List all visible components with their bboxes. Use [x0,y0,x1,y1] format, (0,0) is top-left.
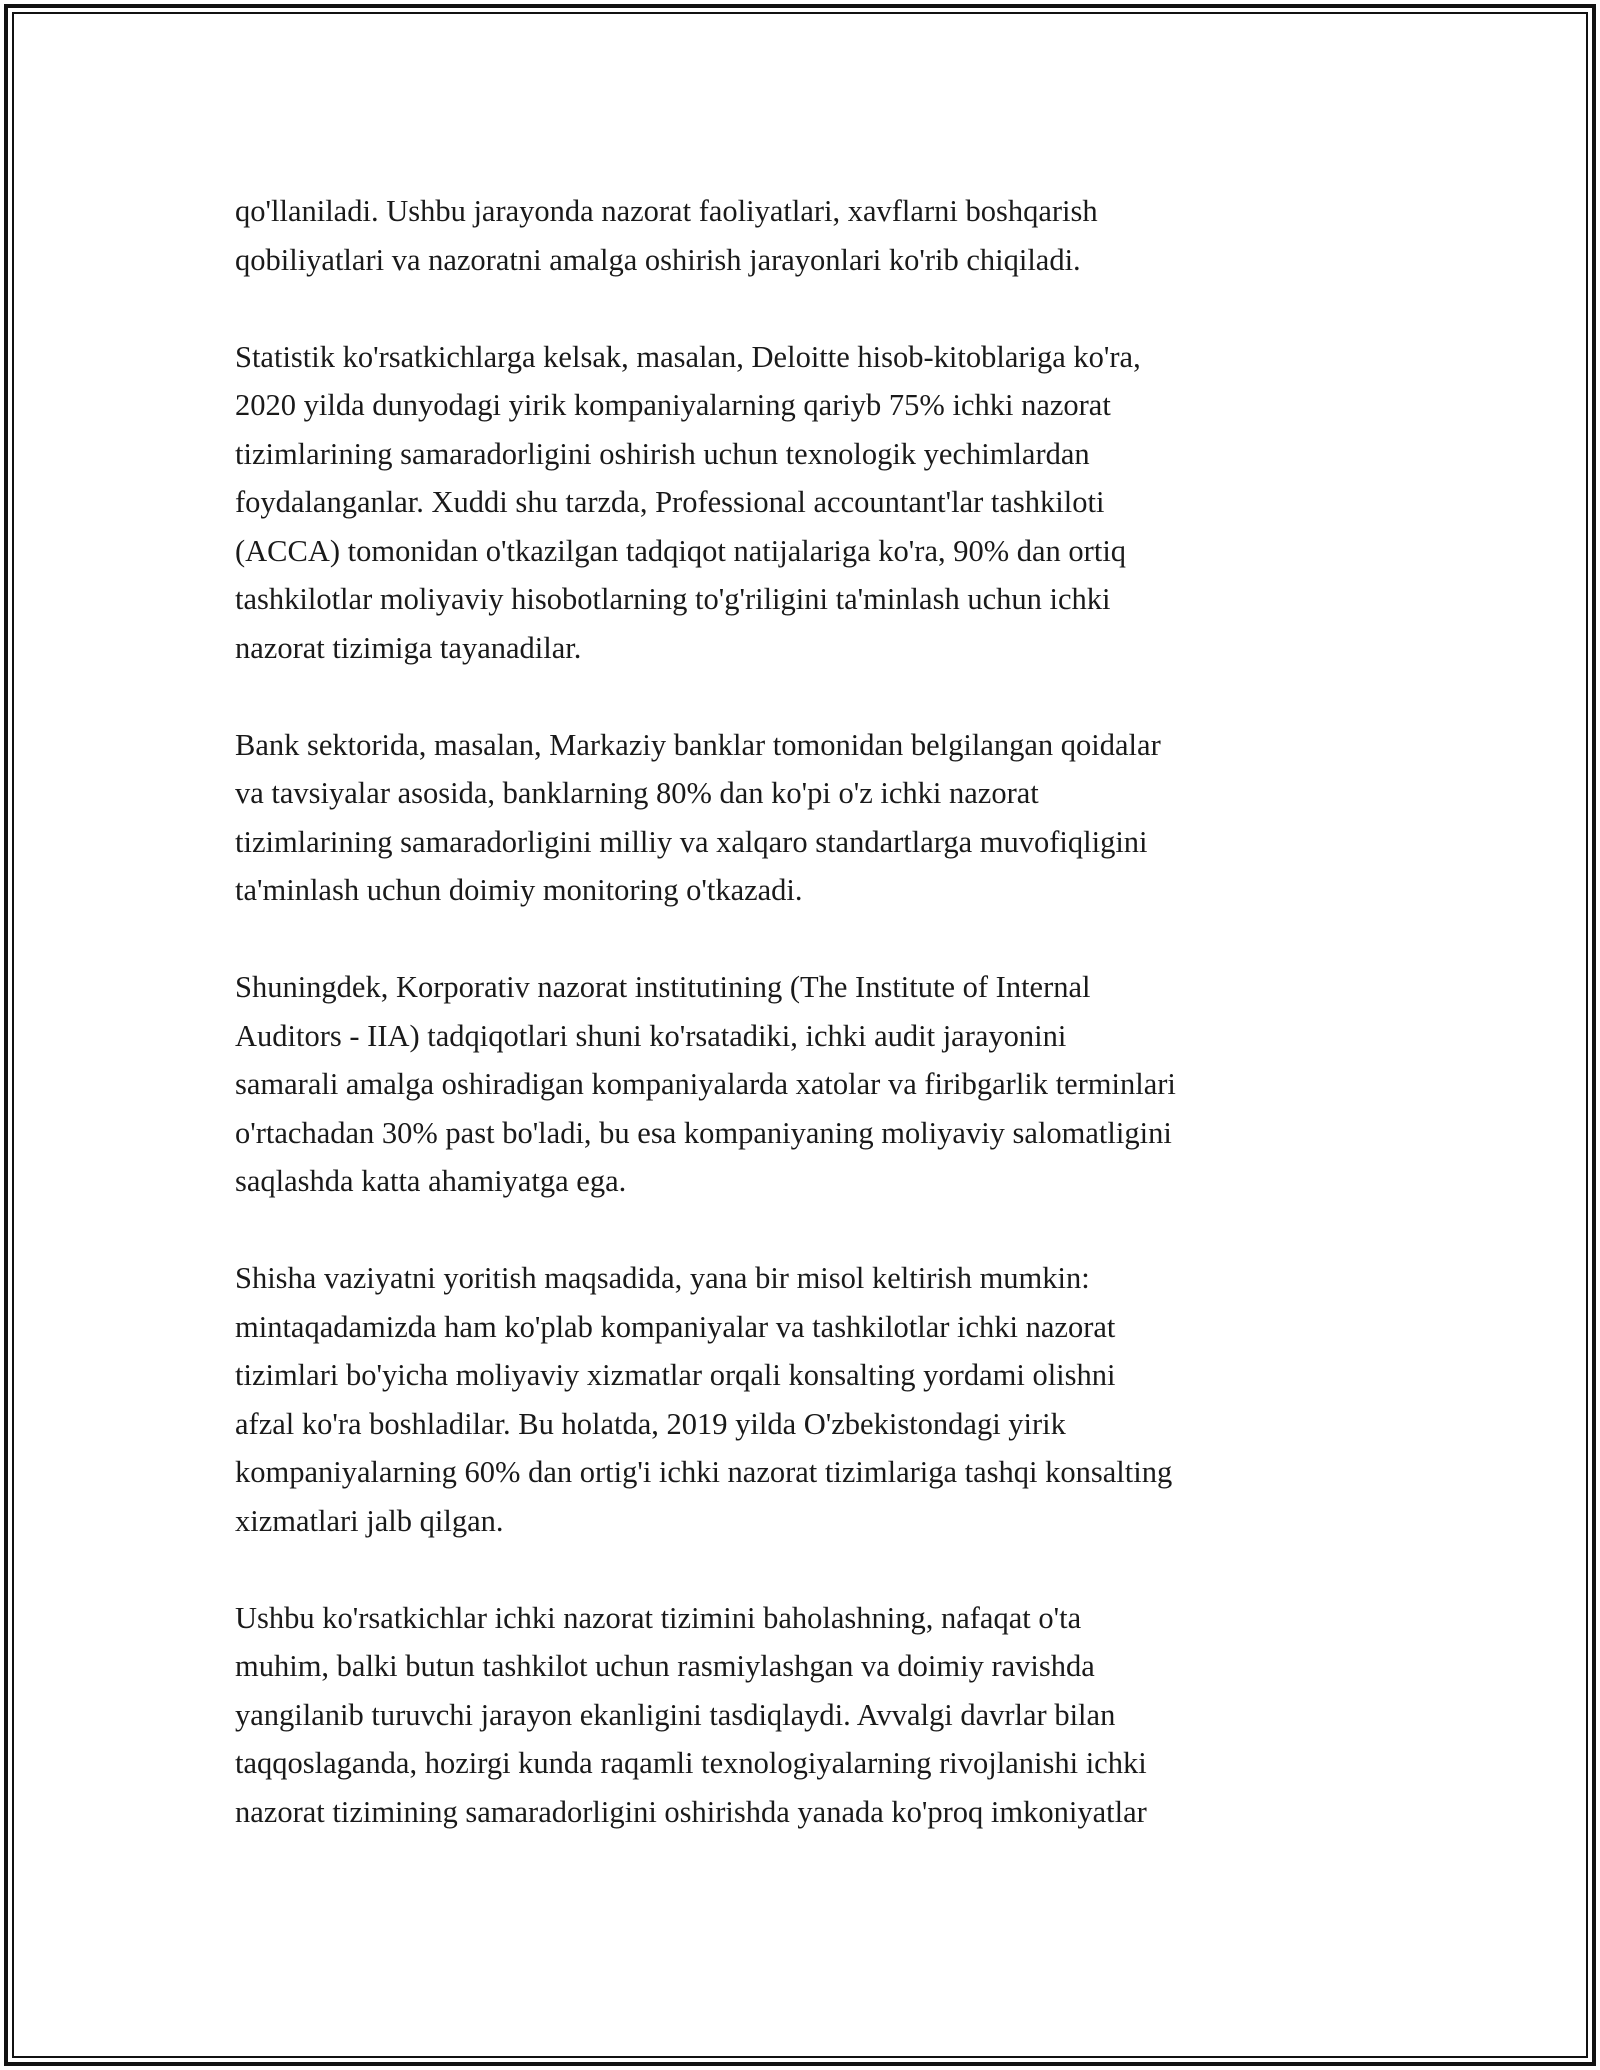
paragraph-intro-continuation: qo'llaniladi. Ushbu jarayonda nazorat faoliyatlari, xavflarni boshqarish qobiliyatlari va nazoratni amalga oshirish jarayonlari ko'rib chiqiladi. [235,194,1098,277]
paragraph-iia-research: Shuningdek, Korporativ nazorat institutining (The Institute of Internal Auditors - IIA) tadqiqotlari shuni ko'rsatadiki, ichki audit jarayonini samarali amalga oshiradigan kompaniyalarda xatolar va firibgarlik terminlari o'rtachadan 30% past bo'ladi, bu esa kompaniyaning moliyaviy salomatligini saqlashda katta ahamiyatga ega. [235,970,1176,1198]
paragraph-statistics: Statistik ko'rsatkichlarga kelsak, masalan, Deloitte hisob-kitoblariga ko'ra, 2020 yilda dunyodagi yirik kompaniyalarning qariyb 75% ichki nazorat tizimlarining samaradorligini oshirish uchun texnologik yechimlardan foydalanganlar. Xuddi shu tarzda, Professional accountant'lar tashkiloti (ACCA) tomonidan o'tkazilgan tadqiqot natijalariga ko'ra, 90% dan ortiq tashkilotlar moliyaviy hisobotlarning to'g'riligini ta'minlash uchun ichki nazorat tizimiga tayanadilar. [235,339,1141,665]
document-body [235,187,1385,1836]
paragraph-regional-example: Shisha vaziyatni yoritish maqsadida, yana bir misol keltirish mumkin: mintaqadamizda ham ko'plab kompaniyalar va tashkilotlar ichki nazorat tizimlari bo'yicha moliyaviy xizmatlar orqali konsalting yordami olishni afzal ko'ra boshladilar. Bu holatda, 2019 yilda O'zbekistondagi yirik kompaniyalarning 60% dan ortig'i ichki nazorat tizimlariga tashqi konsalting xizmatlari jalb qilgan. [235,1261,1173,1538]
paragraph-conclusion: Ushbu ko'rsatkichlar ichki nazorat tizimini baholashning, nafaqat o'ta muhim, balki butun tashkilot uchun rasmiylashgan va doimiy ravishda yangilanib turuvchi jarayon ekanligini tasdiqlaydi. Avvalgi davrlar bilan taqqoslaganda, hozirgi kunda raqamli texnologiyalarning rivojlanishi ichki nazorat tizimining samaradorligini oshirishda yanada ko'proq imkoniyatlar [235,1600,1147,1829]
paragraph-bank-sector: Bank sektorida, masalan, Markaziy banklar tomonidan belgilangan qoidalar va tavsiyalar asosida, banklarning 80% dan ko'pi o'z ichki nazorat tizimlarining samaradorligini milliy va xalqaro standartlarga muvofiqligini ta'minlash uchun doimiy monitoring o'tkazadi. [235,727,1161,907]
